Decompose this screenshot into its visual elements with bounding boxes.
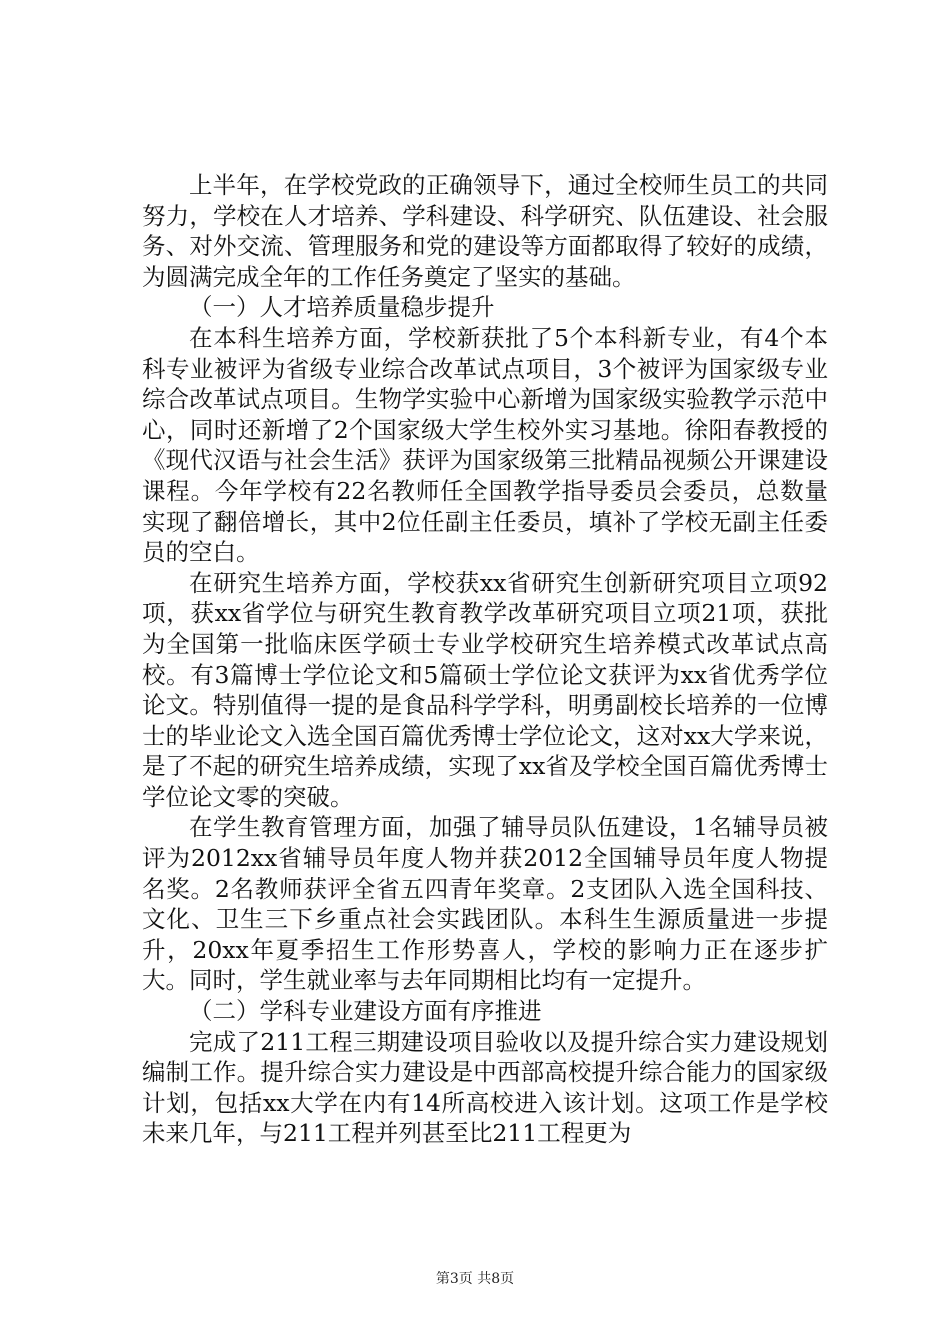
paragraph-undergraduate: 在本科生培养方面，学校新获批了5个本科新专业，有4个本科专业被评为省级专业综合改革试点项目，3个被评为国家级专业综合改革试点项目。生物学实验中心新增为国家级实验教学示范中心，同时还新增了2个国家级大学生校外实习基地。徐阳春教授的《现代汉语与社会生活》获评为国家级第三批精品视频公开课建设课程。今年学校有22名教师任全国教学指导委员会委员，总数量实现了翻倍增长，其中2位任副主任委员，填补了学校无副主任委员的空白。 <box>142 323 828 567</box>
section-heading-talent-training: （一）人才培养质量稳步提升 <box>189 293 495 322</box>
section-heading-discipline: （二）学科专业建设方面有序推进 <box>189 997 542 1026</box>
paragraph-graduate: 在研究生培养方面，学校获xx省研究生创新研究项目立项92项，获xx省学位与研究生教育教学改革研究项目立项21项，获批为全国第一批临床医学硕士专业学校研究生培养模式改革试点高校。有3篇博士学位论文和5篇硕士学位论文获评为xx省优秀学位论文。特别值得一提的是食品科学学科，明勇副校长培养的一位博士的毕业论文入选全国百篇优秀博士学位论文，这对xx大学来说，是了不起的研究生培养成绩，实现了xx省及学校全国百篇优秀博士学位论文零的突破。 <box>142 568 828 811</box>
paragraph-student-management: 在学生教育管理方面，加强了辅导员队伍建设，1名辅导员被评为2012xx省辅导员年度人物并获2012全国辅导员年度人物提名奖。2名教师获评全省五四青年奖章。2支团队入选全国科技、文化、卫生三下乡重点社会实践团队。本科生生源质量进一步提升，20xx年夏季招生工作形势喜人，学校的影响力正在逐步扩大。同时，学生就业率与去年同期相比均有一定提升。 <box>142 813 828 995</box>
document-body <box>142 170 828 1149</box>
paragraph-summary: 上半年，在学校党政的正确领导下，通过全校师生员工的共同努力，学校在人才培养、学科建设、科学研究、队伍建设、社会服务、对外交流、管理服务和党的建设等方面都取得了较好的成绩，为圆满完成全年的工作任务奠定了坚实的基础。 <box>142 171 828 291</box>
paragraph-discipline: 完成了211工程三期建设项目验收以及提升综合实力建设规划编制工作。提升综合实力建设是中西部高校提升综合能力的国家级计划，包括xx大学在内有14所高校进入该计划。这项工作是学校未来几年，与211工程并列甚至比211工程更为 <box>142 1027 828 1148</box>
page-footer: 第3页 共8页 <box>435 1271 515 1287</box>
